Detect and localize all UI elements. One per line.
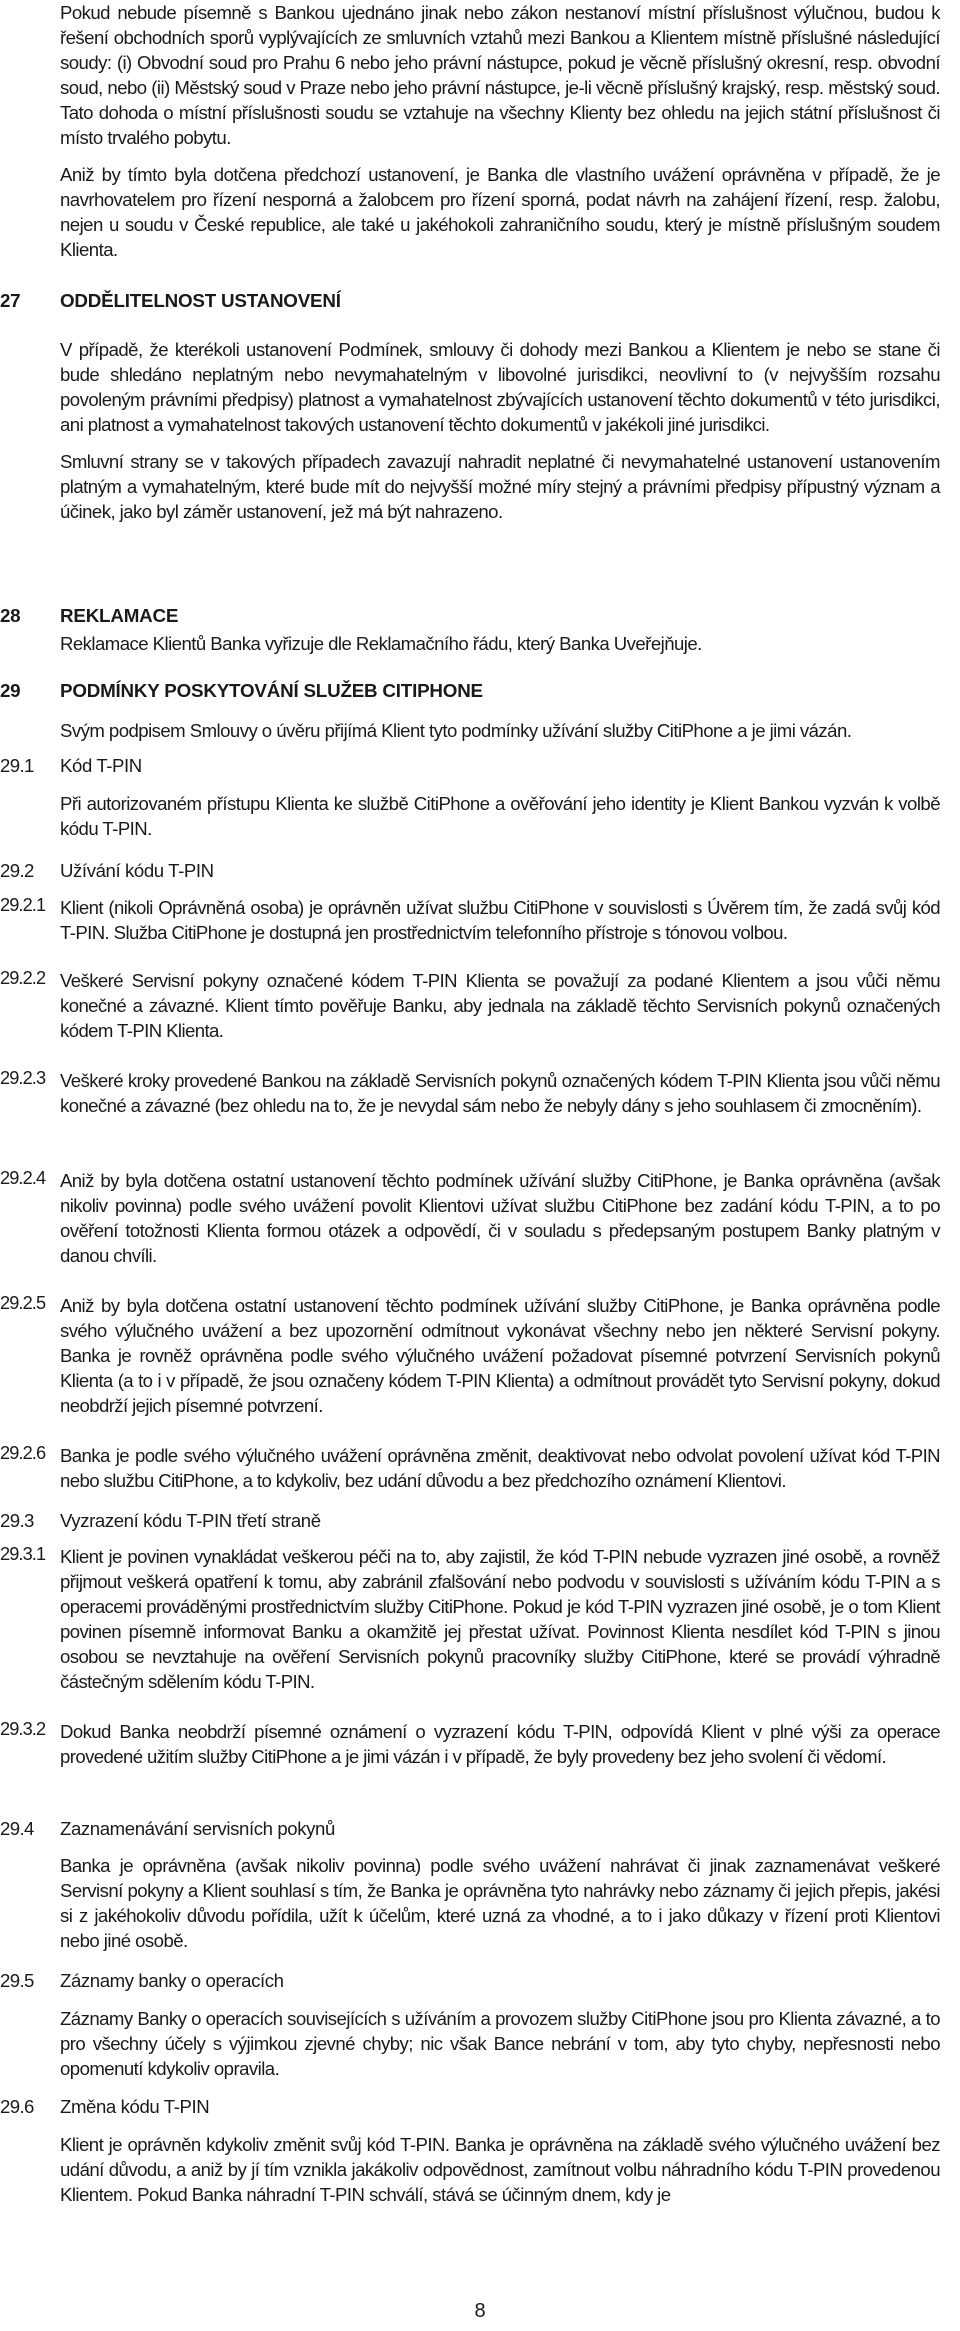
- item-text: Aniž by byla dotčena ostatní ustanovení těchto podmínek užívání služby CitiPhone, je Banka oprávněna (avšak nikoliv povinna) podle svého uvážení povolit Klientovi užívat službu CitiPhone bez zadání kódu T-PIN, a to po ověření totožnosti Klienta formou otázek a odpovědí, či v souladu s předepsaným postupem Banky platným v danou chvíli.: [60, 1170, 940, 1266]
- item-number: 29.2.3: [0, 1068, 46, 1088]
- section-title: REKLAMACE: [60, 605, 179, 626]
- section-number: 28: [0, 605, 21, 626]
- item-text: Veškeré kroky provedené Bankou na základě Servisních pokynů označených kódem T-PIN Klienta jsou vůči němu konečné a závazné (bez ohledu na to, že je nevydal sám nebo že nebyly dány s jeho souhlasem či zmocněním).: [60, 1070, 940, 1116]
- subsection-title: Změna kódu T-PIN: [60, 2096, 210, 2117]
- subsection-29-5-body: [60, 2006, 940, 2093]
- subsection-29-5-paragraph: Záznamy Banky o operacích souvisejících s užíváním a provozem služby CitiPhone jsou pro Klienta závazné, a to pro všechny účely s výjimkou zjevné chyby; nic však Bance nebrání v tom, aby tyto chyby, nepřesnosti nebo opomenutí kdykoliv opravila.: [60, 2008, 940, 2079]
- subsection-number: 29.4: [0, 1818, 34, 1839]
- page-number: 8: [474, 2300, 486, 2322]
- subsection-number: 29.1: [0, 755, 34, 776]
- section-27-body: [60, 337, 940, 536]
- subsection-29-1-body: [60, 791, 940, 853]
- item-number: 29.2.2: [0, 968, 46, 988]
- section-27-paragraph-1: V případě, že kterékoli ustanovení Podmínek, smlouvy či dohody mezi Bankou a Klientem je nebo se stane či bude shledáno neplatným nebo nevymahatelným v libovolné jurisdikci, neovlivní to (v nejvyšším rozsahu povoleným právními předpisy) platnost a vymahatelnost zbývajících ustanovení těchto dokumentů v této jurisdikci, ani platnost a vymahatelnost takových ustanovení těchto dokumentů v jakékoli jiné jurisdikci.: [60, 339, 940, 435]
- section-title: PODMÍNKY POSKYTOVÁNÍ SLUŽEB CITIPHONE: [60, 680, 483, 701]
- subsection-29-4-paragraph: Banka je oprávněna (avšak nikoliv povinna) podle svého uvážení nahrávat či jinak zaznamenávat veškeré Servisní pokyny a Klient souhlasí s tím, že Banka je oprávněna tyto nahrávky nebo záznamy či jejich přepis, jakési si z jakéhokoliv důvodu pořídila, užít k účelům, které uzná za vhodné, a to i jako důkazy v řízení proti Klientovi nebo jiné osobě.: [60, 1855, 940, 1951]
- subsection-29-6-paragraph: Klient je oprávněn kdykoliv změnit svůj kód T-PIN. Banka je oprávněna na základě svého výlučného uvážení bez udání důvodu, a aniž by jí tím vznikla jakákoliv odpovědnost, zamítnout volbu náhradního kódu T-PIN provedenou Klientem. Pokud Banka náhradní T-PIN schválí, stává se účinným dnem, kdy je: [60, 2134, 940, 2205]
- item-text: Banka je podle svého výlučného uvážení oprávněna změnit, deaktivovat nebo odvolat povolení užívat kód T-PIN nebo službu CitiPhone, a to kdykoliv, bez udání důvodu a bez předchozího oznámení Klientovi.: [60, 1445, 940, 1491]
- item-text: Klient je povinen vynakládat veškerou péči na to, aby zajistil, že kód T-PIN nebude vyzrazen jiné osobě, a rovněž přijmout veškerá opatření k tomu, aby zabránil zfalšování nebo podvodu v souvislosti s užíváním kódu T-PIN a s operacemi prováděnými prostřednictvím služby CitiPhone. Pokud je kód T-PIN vyzrazen jiné osobě, je o tom Klient povinen písemně informovat Banku a okamžitě jej přestat užívat. Povinnost Klienta nesdílet kód T-PIN s jinou osobou se nevztahuje na ověření Servisních pokynů pracovníky služby CitiPhone, které se provádí výhradně částečným sdělením kódu T-PIN.: [60, 1546, 940, 1692]
- item-number: 29.3.2: [0, 1719, 46, 1739]
- subsection-29-4-body: [60, 1853, 940, 1965]
- subsection-number: 29.6: [0, 2096, 34, 2117]
- subsection-29-6-body: [60, 2132, 940, 2219]
- item-number: 29.2.5: [0, 1293, 46, 1313]
- section-28-body: [60, 631, 940, 668]
- intro-paragraph-2: Aniž by tímto byla dotčena předchozí ustanovení, je Banka dle vlastního uvážení oprávněna v případě, že je navrhovatelem pro řízení nesporná a žalobcem pro řízení sporná, podat návrh na zahájení řízení, resp. žalobu, nejen u soudu v České republice, ale také u jakéhokoli zahraničního soudu, který je místně příslušným soudem Klienta.: [60, 164, 940, 260]
- section-number: 27: [0, 290, 21, 311]
- section-number: 29: [0, 680, 21, 701]
- subsection-title: Vyzrazení kódu T-PIN třetí straně: [60, 1510, 321, 1531]
- intro-block: [60, 0, 940, 274]
- subsection-title: Kód T-PIN: [60, 755, 142, 776]
- item-text: Aniž by byla dotčena ostatní ustanovení těchto podmínek užívání služby CitiPhone, je Banka oprávněna podle svého výlučného uvážení a bez upozornění odmítnout vykonávat všechny nebo jen některé Servisní pokyny. Banka je rovněž oprávněna podle svého výlučného uvážení požadovat písemné potvrzení Servisních pokynů Klienta (a to i v případě, že jsou označeny kódem T-PIN Klienta) a odmítnout provádět tyto Servisní pokyny, dokud neobdrží jejich písemné potvrzení.: [60, 1295, 940, 1416]
- section-29-body: [60, 718, 940, 755]
- subsection-title: Zaznamenávání servisních pokynů: [60, 1818, 335, 1839]
- item-number: 29.2.4: [0, 1168, 46, 1188]
- item-text: Dokud Banka neobdrží písemné oznámení o vyzrazení kódu T-PIN, odpovídá Klient v plné výši za operace provedené užitím služby CitiPhone a je jimi vázán i v případě, že byly provedeny bez jeho svolení či vědomí.: [60, 1721, 940, 1767]
- item-number: 29.3.1: [0, 1544, 46, 1564]
- subsection-number: 29.2: [0, 860, 34, 881]
- item-text: Klient (nikoli Oprávněná osoba) je oprávněn užívat službu CitiPhone v souvislosti s Úvěrem tím, že zadá svůj kód T-PIN. Služba CitiPhone je dostupná jen prostřednictvím telefonního přístroje s tónovou volbou.: [60, 897, 940, 943]
- subsection-number: 29.5: [0, 1970, 34, 1991]
- item-text: Veškeré Servisní pokyny označené kódem T-PIN Klienta se považují za podané Klientem a jsou vůči němu konečné a závazné. Klient tímto pověřuje Banku, aby jednala na základě těchto Servisních pokynů označených kódem T-PIN Klienta.: [60, 970, 940, 1041]
- subsection-number: 29.3: [0, 1510, 34, 1531]
- subsection-29-1-paragraph: Při autorizovaném přístupu Klienta ke službě CitiPhone a ověřování jeho identity je Klient Bankou vyzván k volbě kódu T-PIN.: [60, 793, 940, 839]
- subsection-title: Užívání kódu T-PIN: [60, 860, 214, 881]
- item-number: 29.2.6: [0, 1443, 46, 1463]
- intro-paragraph-1: Pokud nebude písemně s Bankou ujednáno jinak nebo zákon nestanoví místní příslušnost výlučnou, budou k řešení obchodních sporů vyplývajících ze smluvních vztahů mezi Bankou a Klientem místně příslušné následující soudy: (i) Obvodní soud pro Prahu 6 nebo jeho právní nástupce, pokud je věcně příslušný okresní, resp. obvodní soud, nebo (ii) Městský soud v Praze nebo jeho právní nástupce, je-li věcně příslušný krajský, resp. městský soud. Tato dohoda o místní příslušnosti soudu se vztahuje na všechny Klienty bez ohledu na jejich státní příslušnost či místo trvalého pobytu.: [60, 2, 940, 148]
- item-number: 29.2.1: [0, 895, 46, 915]
- subsection-title: Záznamy banky o operacích: [60, 1970, 284, 1991]
- section-28-paragraph: Reklamace Klientů Banka vyřizuje dle Reklamačního řádu, který Banka Uveřejňuje.: [60, 633, 702, 654]
- section-29-paragraph: Svým podpisem Smlouvy o úvěru přijímá Klient tyto podmínky užívání služby CitiPhone a je jimi vázán.: [60, 720, 852, 741]
- section-title: ODDĚLITELNOST USTANOVENÍ: [60, 290, 341, 311]
- section-27-paragraph-2: Smluvní strany se v takových případech zavazují nahradit neplatné či nevymahatelné ustanovení ustanovením platným a vymahatelným, které bude mít do nejvyšší možné míry stejný a právními předpisy přípustný význam a účinek, jako byl záměr ustanovení, jež má být nahrazeno.: [60, 451, 940, 522]
